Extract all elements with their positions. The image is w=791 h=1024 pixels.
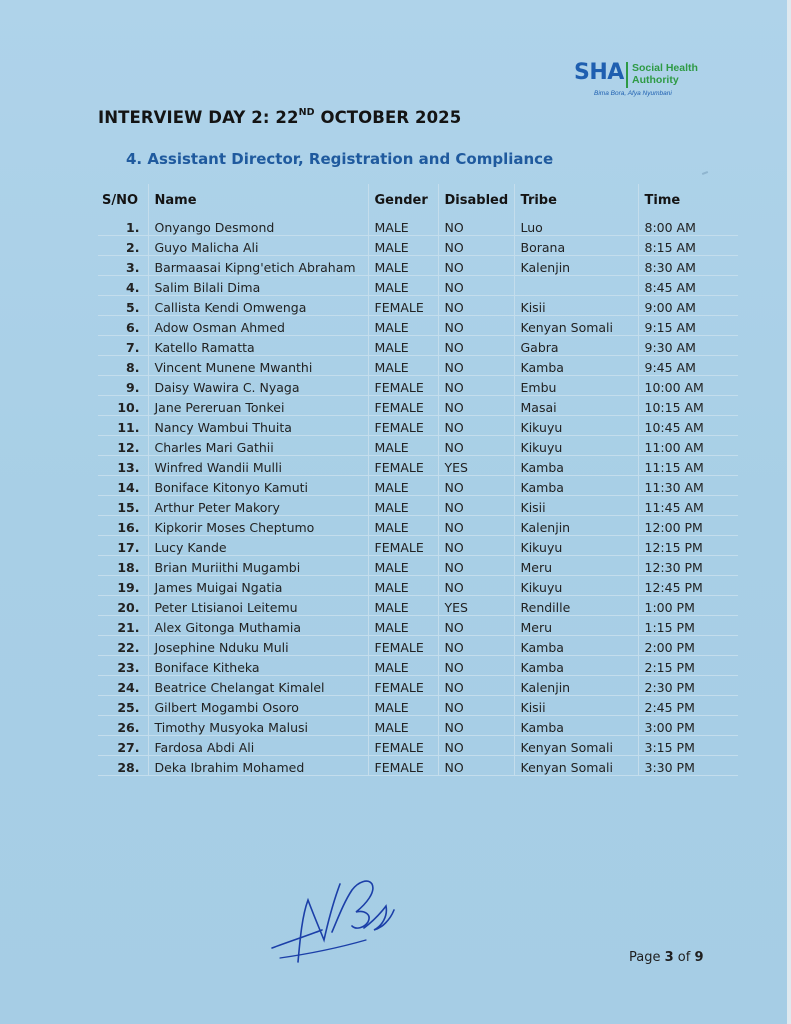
- cell-sno: 9.: [98, 376, 148, 396]
- cell-time: 8:00 AM: [638, 216, 738, 236]
- cell-sno: 24.: [98, 676, 148, 696]
- cell-sno: 8.: [98, 356, 148, 376]
- cell-gender: FEMALE: [368, 456, 438, 476]
- page-word: Page: [629, 950, 665, 965]
- interview-schedule-table: [98, 184, 738, 776]
- table-row: [98, 516, 738, 536]
- cell-time: 3:30 PM: [638, 756, 738, 776]
- cell-tribe: Borana: [514, 236, 638, 256]
- cell-gender: MALE: [368, 516, 438, 536]
- cell-name: Josephine Nduku Muli: [148, 636, 368, 656]
- cell-time: 8:15 AM: [638, 236, 738, 256]
- cell-disabled: NO: [438, 756, 514, 776]
- cell-name: Onyango Desmond: [148, 216, 368, 236]
- cell-tribe: Luo: [514, 216, 638, 236]
- cell-sno: 4.: [98, 276, 148, 296]
- cell-sno: 2.: [98, 236, 148, 256]
- header-sno: S/NO: [102, 192, 139, 208]
- table-body: [98, 216, 738, 776]
- table-row: [98, 356, 738, 376]
- cell-tribe: Embu: [514, 376, 638, 396]
- cell-disabled: NO: [438, 216, 514, 236]
- cell-tribe: Kamba: [514, 716, 638, 736]
- cell-time: 8:30 AM: [638, 256, 738, 276]
- cell-sno: 11.: [98, 416, 148, 436]
- cell-gender: MALE: [368, 496, 438, 516]
- cell-disabled: NO: [438, 336, 514, 356]
- table-row: [98, 416, 738, 436]
- cell-tribe: Kikuyu: [514, 436, 638, 456]
- cell-gender: FEMALE: [368, 756, 438, 776]
- cell-name: Fardosa Abdi Ali: [148, 736, 368, 756]
- cell-gender: MALE: [368, 256, 438, 276]
- cell-gender: MALE: [368, 436, 438, 456]
- cell-tribe: Kenyan Somali: [514, 756, 638, 776]
- cell-name: Brian Muriithi Mugambi: [148, 556, 368, 576]
- table-row: [98, 296, 738, 316]
- table-row: [98, 656, 738, 676]
- header-time: Time: [638, 184, 738, 216]
- table-row: [98, 716, 738, 736]
- cell-gender: FEMALE: [368, 296, 438, 316]
- logo-mark-right: A: [607, 60, 624, 85]
- cell-tribe: Kikuyu: [514, 416, 638, 436]
- sha-logo-mark: [574, 60, 624, 85]
- cell-disabled: NO: [438, 656, 514, 676]
- cell-time: 3:00 PM: [638, 716, 738, 736]
- handwritten-signature: [268, 870, 408, 970]
- cell-gender: MALE: [368, 696, 438, 716]
- cell-gender: FEMALE: [368, 396, 438, 416]
- table-row: [98, 696, 738, 716]
- cell-gender: MALE: [368, 356, 438, 376]
- cell-disabled: NO: [438, 556, 514, 576]
- page-current: 3: [664, 950, 674, 965]
- table-row: [98, 636, 738, 656]
- cell-tribe: Kenyan Somali: [514, 736, 638, 756]
- cell-sno: 15.: [98, 496, 148, 516]
- cell-name: James Muigai Ngatia: [148, 576, 368, 596]
- cell-sno: 20.: [98, 596, 148, 616]
- cell-name: Kipkorir Moses Cheptumo: [148, 516, 368, 536]
- cell-time: 11:00 AM: [638, 436, 738, 456]
- table-row: [98, 216, 738, 236]
- cell-name: Boniface Kitonyo Kamuti: [148, 476, 368, 496]
- cell-time: 12:15 PM: [638, 536, 738, 556]
- cell-gender: MALE: [368, 716, 438, 736]
- cell-time: 11:45 AM: [638, 496, 738, 516]
- cell-tribe: Kamba: [514, 456, 638, 476]
- cell-disabled: NO: [438, 576, 514, 596]
- cell-gender: FEMALE: [368, 676, 438, 696]
- cell-name: Callista Kendi Omwenga: [148, 296, 368, 316]
- cell-disabled: NO: [438, 296, 514, 316]
- cell-sno: 27.: [98, 736, 148, 756]
- page-title: [98, 108, 461, 127]
- table-row: [98, 316, 738, 336]
- cell-name: Arthur Peter Makory: [148, 496, 368, 516]
- sha-logo: [572, 56, 712, 102]
- cell-gender: MALE: [368, 216, 438, 236]
- cell-gender: FEMALE: [368, 636, 438, 656]
- cell-time: 12:00 PM: [638, 516, 738, 536]
- cell-sno: 13.: [98, 456, 148, 476]
- table-row: [98, 396, 738, 416]
- table-row: [98, 276, 738, 296]
- cell-sno: 22.: [98, 636, 148, 656]
- cell-sno: 28.: [98, 756, 148, 776]
- table-row: [98, 616, 738, 636]
- cell-gender: FEMALE: [368, 736, 438, 756]
- cell-time: 1:15 PM: [638, 616, 738, 636]
- table-row: [98, 596, 738, 616]
- cell-disabled: NO: [438, 416, 514, 436]
- cell-disabled: NO: [438, 636, 514, 656]
- cell-sno: 5.: [98, 296, 148, 316]
- page-total: 9: [694, 950, 704, 965]
- cell-name: Peter Ltisianoi Leitemu: [148, 596, 368, 616]
- logo-divider: [626, 62, 628, 88]
- cell-tribe: Rendille: [514, 596, 638, 616]
- cell-tribe: Gabra: [514, 336, 638, 356]
- cell-sno: 21.: [98, 616, 148, 636]
- table-row: [98, 236, 738, 256]
- logo-name-line1: Social Health: [632, 62, 698, 74]
- cell-tribe: Kikuyu: [514, 576, 638, 596]
- cell-disabled: NO: [438, 736, 514, 756]
- cell-gender: MALE: [368, 476, 438, 496]
- cell-disabled: YES: [438, 596, 514, 616]
- cell-disabled: NO: [438, 256, 514, 276]
- cell-sno: 18.: [98, 556, 148, 576]
- table-row: [98, 456, 738, 476]
- cell-tribe: [514, 276, 638, 296]
- cell-name: Jane Pereruan Tonkei: [148, 396, 368, 416]
- cell-gender: MALE: [368, 336, 438, 356]
- cell-name: Daisy Wawira C. Nyaga: [148, 376, 368, 396]
- cell-sno: 26.: [98, 716, 148, 736]
- cell-name: Beatrice Chelangat Kimalel: [148, 676, 368, 696]
- cell-gender: MALE: [368, 616, 438, 636]
- cell-time: 10:45 AM: [638, 416, 738, 436]
- cell-name: Guyo Malicha Ali: [148, 236, 368, 256]
- cell-name: Katello Ramatta: [148, 336, 368, 356]
- cell-name: Alex Gitonga Muthamia: [148, 616, 368, 636]
- table-row: [98, 476, 738, 496]
- cell-sno: 16.: [98, 516, 148, 536]
- cell-name: Salim Bilali Dima: [148, 276, 368, 296]
- cell-disabled: NO: [438, 516, 514, 536]
- cell-time: 2:15 PM: [638, 656, 738, 676]
- cell-disabled: NO: [438, 396, 514, 416]
- table-row: [98, 576, 738, 596]
- cell-name: Barmaasai Kipng'etich Abraham: [148, 256, 368, 276]
- cell-time: 9:30 AM: [638, 336, 738, 356]
- logo-mark-left: SH: [574, 60, 608, 85]
- header-tribe: Tribe: [514, 184, 638, 216]
- cell-gender: MALE: [368, 236, 438, 256]
- cell-tribe: Kamba: [514, 476, 638, 496]
- cell-sno: 10.: [98, 396, 148, 416]
- cell-name: Adow Osman Ahmed: [148, 316, 368, 336]
- cell-name: Vincent Munene Mwanthi: [148, 356, 368, 376]
- cell-tribe: Kisii: [514, 696, 638, 716]
- cell-disabled: NO: [438, 356, 514, 376]
- cell-gender: FEMALE: [368, 416, 438, 436]
- table-row: [98, 556, 738, 576]
- cell-sno: 7.: [98, 336, 148, 356]
- cell-sno: 25.: [98, 696, 148, 716]
- cell-disabled: YES: [438, 456, 514, 476]
- cell-disabled: NO: [438, 696, 514, 716]
- cell-disabled: NO: [438, 436, 514, 456]
- cell-gender: FEMALE: [368, 376, 438, 396]
- cell-time: 11:30 AM: [638, 476, 738, 496]
- table-row: [98, 256, 738, 276]
- header-name: Name: [148, 184, 368, 216]
- cell-time: 2:45 PM: [638, 696, 738, 716]
- cell-disabled: NO: [438, 536, 514, 556]
- cell-name: Boniface Kitheka: [148, 656, 368, 676]
- cell-gender: MALE: [368, 276, 438, 296]
- cell-name: Gilbert Mogambi Osoro: [148, 696, 368, 716]
- title-superscript: ND: [298, 106, 315, 118]
- cell-sno: 19.: [98, 576, 148, 596]
- cell-tribe: Meru: [514, 556, 638, 576]
- section-heading: 4. Assistant Director, Registration and Compliance: [126, 150, 554, 168]
- cell-time: 1:00 PM: [638, 596, 738, 616]
- cell-tribe: Kisii: [514, 296, 638, 316]
- of-word: of: [673, 950, 695, 965]
- cell-tribe: Kikuyu: [514, 536, 638, 556]
- cell-time: 8:45 AM: [638, 276, 738, 296]
- cell-time: 11:15 AM: [638, 456, 738, 476]
- table-row: [98, 756, 738, 776]
- cell-gender: FEMALE: [368, 536, 438, 556]
- cell-time: 2:00 PM: [638, 636, 738, 656]
- cell-gender: MALE: [368, 656, 438, 676]
- cell-disabled: NO: [438, 676, 514, 696]
- table-row: [98, 436, 738, 456]
- header-gender: Gender: [368, 184, 438, 216]
- cell-gender: MALE: [368, 596, 438, 616]
- cell-time: 10:00 AM: [638, 376, 738, 396]
- cell-name: Lucy Kande: [148, 536, 368, 556]
- cell-time: 10:15 AM: [638, 396, 738, 416]
- cell-gender: MALE: [368, 576, 438, 596]
- cell-tribe: Kamba: [514, 656, 638, 676]
- table-row: [98, 336, 738, 356]
- cell-disabled: NO: [438, 476, 514, 496]
- cell-sno: 12.: [98, 436, 148, 456]
- cell-time: 9:00 AM: [638, 296, 738, 316]
- logo-tagline: Bima Bora, Afya Nyumbani: [594, 90, 672, 97]
- cell-sno: 3.: [98, 256, 148, 276]
- cell-time: 12:45 PM: [638, 576, 738, 596]
- cell-disabled: NO: [438, 276, 514, 296]
- cell-tribe: Kalenjin: [514, 676, 638, 696]
- cell-sno: 1.: [98, 216, 148, 236]
- cell-tribe: Meru: [514, 616, 638, 636]
- cell-tribe: Kamba: [514, 356, 638, 376]
- cell-time: 9:15 AM: [638, 316, 738, 336]
- title-suffix: OCTOBER 2025: [314, 108, 462, 127]
- cell-disabled: NO: [438, 236, 514, 256]
- cell-name: Winfred Wandii Mulli: [148, 456, 368, 476]
- table-row: [98, 496, 738, 516]
- title-prefix: INTERVIEW DAY 2: 22: [98, 108, 299, 127]
- cell-sno: 23.: [98, 656, 148, 676]
- cell-sno: 6.: [98, 316, 148, 336]
- table-row: [98, 676, 738, 696]
- cell-disabled: NO: [438, 496, 514, 516]
- cell-tribe: Masai: [514, 396, 638, 416]
- cell-tribe: Kalenjin: [514, 256, 638, 276]
- table-row: [98, 736, 738, 756]
- table-header-row: [98, 184, 738, 216]
- logo-name-line2: Authority: [632, 74, 679, 86]
- cell-disabled: NO: [438, 616, 514, 636]
- cell-name: Charles Mari Gathii: [148, 436, 368, 456]
- cell-time: 2:30 PM: [638, 676, 738, 696]
- cell-name: Deka Ibrahim Mohamed: [148, 756, 368, 776]
- scan-mark: [702, 171, 708, 175]
- cell-sno: 14.: [98, 476, 148, 496]
- cell-time: 9:45 AM: [638, 356, 738, 376]
- logo-name: [632, 62, 712, 86]
- cell-time: 3:15 PM: [638, 736, 738, 756]
- page-number: [629, 950, 704, 965]
- cell-gender: MALE: [368, 316, 438, 336]
- table-row: [98, 376, 738, 396]
- cell-tribe: Kisii: [514, 496, 638, 516]
- cell-disabled: NO: [438, 716, 514, 736]
- cell-tribe: Kalenjin: [514, 516, 638, 536]
- cell-gender: MALE: [368, 556, 438, 576]
- cell-name: Nancy Wambui Thuita: [148, 416, 368, 436]
- cell-tribe: Kamba: [514, 636, 638, 656]
- cell-disabled: NO: [438, 316, 514, 336]
- table-row: [98, 536, 738, 556]
- cell-sno: 17.: [98, 536, 148, 556]
- cell-time: 12:30 PM: [638, 556, 738, 576]
- cell-name: Timothy Musyoka Malusi: [148, 716, 368, 736]
- header-disabled: Disabled: [438, 184, 514, 216]
- cell-tribe: Kenyan Somali: [514, 316, 638, 336]
- cell-disabled: NO: [438, 376, 514, 396]
